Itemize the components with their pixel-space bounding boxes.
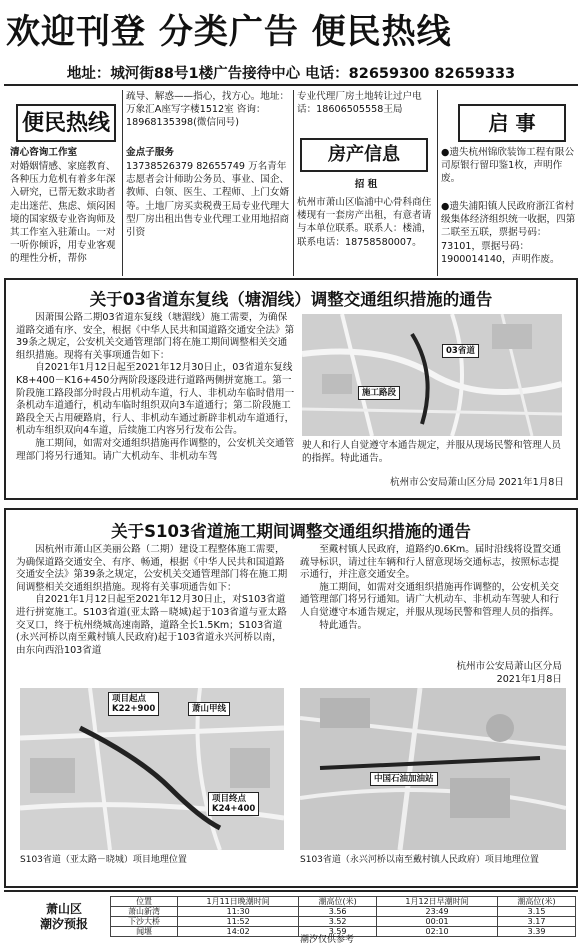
footer-divider [4, 890, 578, 892]
notice-paragraph: 驶人和行人自觉遵守本通告规定，并服从现场民警和管理人员的指挥。特此通告。 [302, 440, 562, 464]
table-cell: 3.56 [299, 907, 377, 917]
classified-body: 杭州市萧山区临浦中心骨科商住楼现有一套房产出租，有意者请与本单位联系。联系人：楼浦，联系电话：18758580007。 [297, 197, 432, 248]
table-cell: 11:52 [178, 917, 299, 927]
column-header: 位置 [111, 897, 178, 907]
map-caption: S103省道（亚太路－晓城）项目地理位置 [20, 855, 187, 865]
notice-body-left [16, 544, 288, 690]
column-divider [122, 90, 123, 276]
table-cell: 下沙大桥 [111, 917, 178, 927]
notice-paragraph: 至戴村镇人民政府，道路约0.6Km。届时沿线将设置交通疏导标识，请过往车辆和行人留意现场交通标志，按照标志提示通行，并注意交通安全。 [300, 544, 562, 581]
notice-paragraph: 自2021年1月12日起至2021年12月30日止，03省道东复线K8+400－K16+450分两阶段逐段进行道路两侧拼宽施工。第一阶段施工路段部分时段占用机动车道，行人、非机动车临时借用一条机动车道通行，机动车临时组织双向3车道通行；第二阶段施工路段全天占用硬路肩，行人、非机动车通过新辟非机动车道通行，机动车组织双向4车道，后续施工内容另行发布公告。 [16, 362, 295, 437]
map-graphic [300, 688, 566, 850]
notice-paragraph: 特此通告。 [319, 619, 368, 631]
classified-heading: 清心咨询工作室 [10, 147, 78, 158]
notice-signature: 杭州市公安局萧山区分局 2021年1月8日 [390, 477, 564, 488]
table-cell: 闻堰 [111, 927, 178, 937]
notice-03-road [4, 278, 578, 500]
notice-paragraph: 因萧围公路二期03省道东复线（塘湄线）施工需要，为确保道路交通有序、安全，根据《中华人民共和国道路交通安全法》第39条之规定，公安机关交通管理部门将在施工期间调整相关交通组织措施。现将有关事项通告如下： [16, 312, 295, 361]
page-headline: 欢迎刊登 分类广告 便民热线 [6, 12, 452, 52]
table-row [111, 907, 576, 917]
notice-body [16, 312, 296, 494]
tide-footnote: 潮汐仅供参考 [300, 935, 355, 945]
classified-heading: 招 租 [354, 179, 378, 190]
notice-paragraph: 施工期间，如需对交通组织措施再作调整的，公安机关交通管理部门将另行通知。请广大机动车、非机动车驾 [16, 437, 295, 462]
tide-label: 萧山区 潮汐预报 [39, 902, 88, 931]
classified-heading: 金点子服务 [126, 147, 174, 158]
map-label-start: 项目起点 K22+900 [108, 692, 159, 716]
property-box-title: 房产信息 [300, 138, 428, 172]
notice-paragraph: 因杭州市萧山区美丽公路（二期）建设工程整体施工需要，为确保道路交通安全、有序、畅通，根据《中华人民共和国道路交通安全法》第39条之规定，公安机关交通管理部门将在施工期间调整相关交通组织措施。现将有关事项通告如下： [16, 544, 288, 593]
classified-item: ●遗失浦阳镇人民政府浙江省村级集体经济组织统一收据，四第二联至五联，票据号码：73101，票据号码：1900014140，声明作废。 [441, 201, 576, 265]
header-divider [4, 84, 578, 86]
table-cell: 萧山新湾 [111, 907, 178, 917]
classified-item: ●遗失杭州锦欣装饰工程有限公司原银行留印鉴1枚，声明作废。 [441, 147, 575, 185]
map-caption: S103省道（永兴河桥以南至戴村镇人民政府）项目地理位置 [300, 855, 539, 865]
classified-body: 专业代理厂房土地转让过户电话：18606505558王局 [297, 91, 422, 116]
classified-body: 对婚姻情感、家庭教育、各种压力危机有着多年深入研究，已帮无数求助者走出迷茫、焦虑、烦闷困境的国家级专业咨询师及其工作室入驻萧山。一对一听你倾诉，用专业客观的理性分析，帮你 [10, 161, 116, 265]
column-header: 潮高位(米) [498, 897, 576, 907]
notice-box-title: 启 事 [458, 104, 566, 142]
table-cell: 11:30 [178, 907, 299, 917]
notice-body-right [300, 544, 568, 660]
table-cell: 3.52 [299, 917, 377, 927]
address-contact-line: 地址：城河街88号1楼广告接待中心 电话：82659300 82659333 [66, 66, 516, 82]
table-cell: 02:10 [377, 927, 498, 937]
table-cell: 23:49 [377, 907, 498, 917]
map-label: 03省道 [442, 344, 479, 358]
table-cell: 3.59 [299, 927, 377, 937]
column-header: 1月12日早潮时间 [377, 897, 498, 907]
map-label-road: 萧山甲线 [188, 702, 230, 716]
notice-paragraph: 施工期间，如需对交通组织措施再作调整的，公安机关交通管理部门将另行通知。请广大机动车、非机动车驾驶人和行人自觉遵守本通告规定，并服从现场民警和管理人员的指挥。 [300, 581, 560, 618]
table-cell: 00:01 [377, 917, 498, 927]
table-cell: 3.39 [498, 927, 576, 937]
map-label-end: 项目终点 K24+400 [208, 792, 259, 816]
map-label: 施工路段 [358, 386, 400, 400]
hotline-box-title: 便民热线 [16, 104, 116, 142]
classified-body: 13738526379 82655749 万名青年志愿者会计师助公务员、事业、国企、教师、白领、医生、工程师、上门女婿等。土地厂房买卖税费王局专业代理大型厂房出租出售专业代理工业用地招商引资 [126, 161, 290, 239]
notice-paragraph: 自2021年1月12日起至2021年12月30日止，对S103省道进行拼宽施工。S103省道(亚太路－晓城)起于103省道与亚太路交叉口，终于杭州绕城高速南路，道路全长1.5Km；S103省道(永兴河桥以南至戴村镇人民政府)起于103省道永兴河桥以南，由东向西沿103省道 [16, 594, 287, 656]
table-header-row [111, 897, 576, 907]
signature-date: 2021年1月8日 [496, 674, 562, 685]
road-map-image [302, 314, 562, 436]
column-header: 潮高位(米) [299, 897, 377, 907]
table-row [111, 917, 576, 927]
tide-table [110, 896, 576, 937]
classified-body: 疏导、解惑——指心，找方心。地址：万象汇A座写字楼1512室 咨询：18968135398(微信同号) [126, 91, 290, 129]
table-cell: 3.15 [498, 907, 576, 917]
notice-title: 关于03省道东复线（塘湄线）调整交通组织措施的通告 [89, 290, 493, 309]
column-divider [437, 90, 438, 276]
map-graphic [302, 314, 562, 436]
road-map-image [20, 688, 284, 850]
signature-org: 杭州市公安局萧山区分局 [456, 661, 562, 672]
column-divider [293, 90, 294, 276]
road-map-image [300, 688, 566, 850]
table-cell: 3.17 [498, 917, 576, 927]
notice-s103-road [4, 508, 578, 888]
map-label-place: 中国石油加油站 [370, 772, 438, 786]
notice-signature [300, 660, 562, 686]
table-cell: 14:02 [178, 927, 299, 937]
column-header: 1月11日晚潮时间 [178, 897, 299, 907]
notice-title: 关于S103省道施工期间调整交通组织措施的通告 [111, 522, 471, 541]
